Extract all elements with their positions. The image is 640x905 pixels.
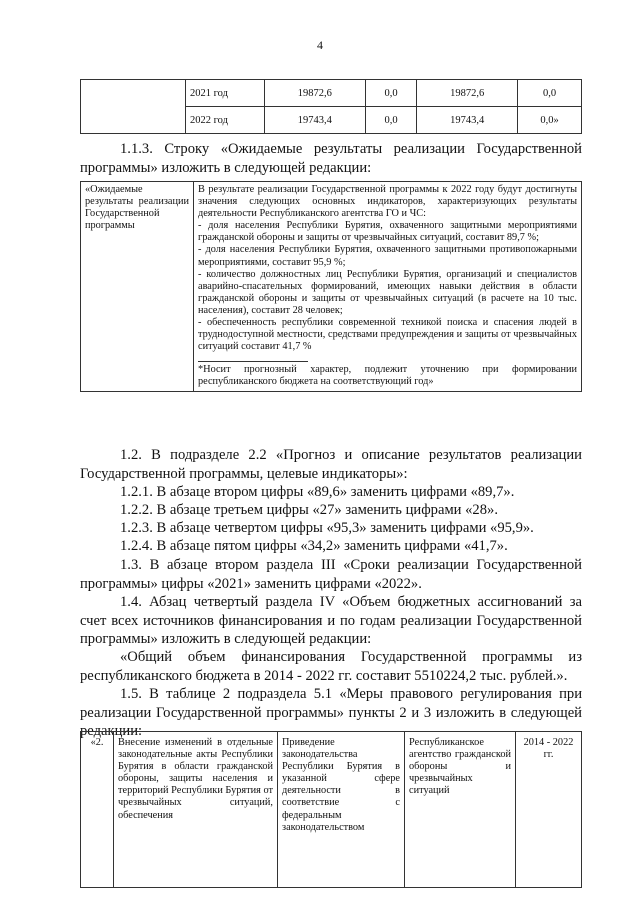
measure-period: 2014 - 2022 гг. — [516, 732, 582, 888]
measure-description: Внесение изменений в отдельные законодательные акты Республики Бурятия в области гражданской обороны, защиты населения и территорий Республики Бурятия от чрезвычайных ситуаций, обеспечения — [114, 732, 278, 888]
value-cell: 0,0» — [518, 107, 582, 134]
measure-result: Приведение законодательства Республики Бурятия в указанной сфере деятельности в соответствие с федеральным законодательством — [278, 732, 405, 888]
value-cell: 19743,4 — [417, 107, 518, 134]
paragraph-1-3: 1.3. В абзаце втором раздела III «Сроки реализации Государственной программы» цифры «2021» заменить цифрами «2022». — [80, 557, 582, 592]
legal-measures-table — [80, 731, 582, 888]
paragraph-1-2-2: 1.2.2. В абзаце третьем цифры «27» заменить цифрами «28». — [120, 502, 498, 518]
value-cell: 0,0 — [365, 80, 417, 107]
paragraph-1-1-3: 1.1.3. Строку «Ожидаемые результаты реализации Государственной программы» изложить в следующей редакции: — [80, 141, 582, 176]
empty-cell — [81, 80, 186, 134]
year-cell: 2022 год — [186, 107, 265, 134]
footnote: *Носит прогнозный характер, подлежит уточнению при формировании республиканского бюджета на соответствующий год» — [198, 364, 577, 388]
expected-results-table — [80, 181, 582, 392]
paragraph-1-4-quote: «Общий объем финансирования Государственной программы из республиканского бюджета в 2014 - 2022 гг. составит 5510224,2 тыс. рублей.». — [80, 649, 582, 684]
value-cell: 0,0 — [518, 80, 582, 107]
paragraph-1-2: 1.2. В подразделе 2.2 «Прогноз и описание результатов реализации Государственной программы, целевые индикаторы»: — [80, 447, 582, 482]
results-item: - доля населения Республики Бурятия, охваченного защитными противопожарными мероприятиями, составит 95,9 %; — [198, 244, 577, 268]
year-cell: 2021 год — [186, 80, 265, 107]
paragraph-1-2-3: 1.2.3. В абзаце четвертом цифры «95,3» заменить цифрами «95,9». — [120, 520, 534, 536]
paragraph-1-2-4: 1.2.4. В абзаце пятом цифры «34,2» заменить цифрами «41,7». — [120, 538, 508, 554]
value-cell: 19743,4 — [265, 107, 366, 134]
results-intro: В результате реализации Государственной программы к 2022 году будут достигнуты значения следующих основных индикаторов, характеризующих результаты деятельности Республиканского агентства ГО и ЧС: — [198, 184, 577, 220]
results-item: - обеспеченность республики современной техникой поиска и спасения людей в труднодоступной местности, средствами предупреждения и защиты от чрезвычайных ситуаций составит 41,7 % — [198, 317, 577, 353]
results-item: - количество должностных лиц Республики Бурятия, организаций и специалистов аварийно-спасательных формирований, имеющих навыки действия в области гражданской обороны и защиты от чрезвычайных ситуаций (в расчете на 10 тыс. населения), составит 28 человек; — [198, 268, 577, 316]
footnote-divider — [198, 361, 308, 362]
paragraph-1-2-1: 1.2.1. В абзаце втором цифры «89,6» заменить цифрами «89,7». — [120, 484, 515, 500]
paragraph-1-5: 1.5. В таблице 2 подраздела 5.1 «Меры правового регулирования при реализации Государственной программы» пункты 2 и 3 изложить в следующей редакции: — [80, 686, 582, 739]
row-content — [194, 182, 582, 392]
table-row — [81, 732, 582, 888]
table-row — [81, 182, 582, 392]
results-item: - доля населения Республики Бурятия, охваченного защитными мероприятиями гражданской обороны и защиты от чрезвычайных ситуаций, составит 89,7 %; — [198, 220, 577, 244]
page-number: 4 — [317, 38, 323, 52]
row-label: «Ожидаемые результаты реализации Государственной программы — [81, 182, 194, 392]
value-cell: 19872,6 — [417, 80, 518, 107]
paragraph-1-4: 1.4. Абзац четвертый раздела IV «Объем бюджетных ассигнований за счет всех источников финансирования и по годам реализации Государственной программы» изложить в следующей редакции: — [80, 594, 582, 647]
table-row — [81, 80, 582, 107]
value-cell: 19872,6 — [265, 80, 366, 107]
item-number: «2. — [81, 732, 114, 888]
financing-table-tail — [80, 79, 582, 134]
value-cell: 0,0 — [365, 107, 417, 134]
measure-executor: Республиканское агентство гражданской обороны и чрезвычайных ситуаций — [405, 732, 516, 888]
